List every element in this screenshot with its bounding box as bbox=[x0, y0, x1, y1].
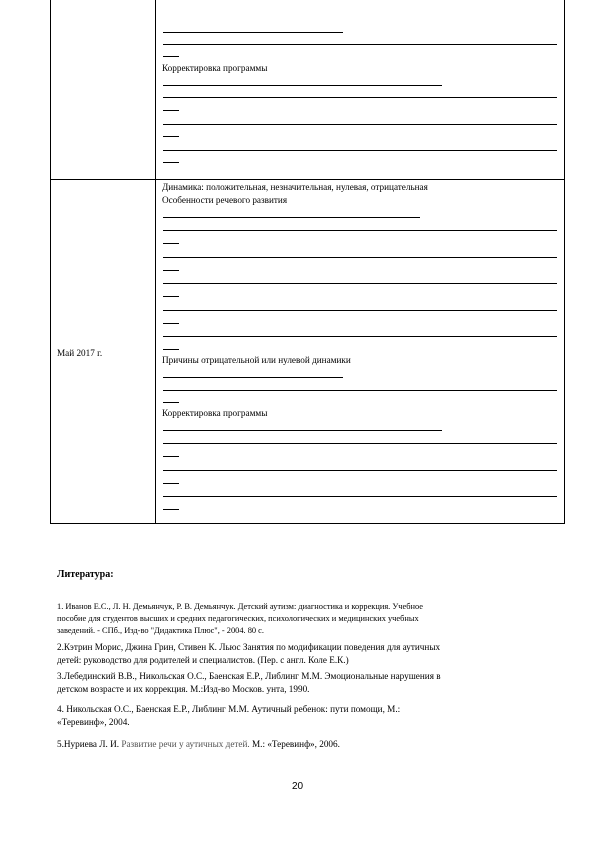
page-number: 20 bbox=[291, 781, 304, 792]
reference-item bbox=[57, 703, 562, 729]
blank-line bbox=[163, 136, 179, 137]
correction-label: Корректировка программы bbox=[162, 408, 268, 418]
blank-line bbox=[163, 44, 557, 45]
reference-author: 5.Нуриева Л. И. bbox=[57, 739, 122, 749]
reference-title: Развитие речи у аутичных детей. bbox=[121, 739, 250, 749]
blank-line bbox=[163, 243, 179, 244]
blank-line bbox=[163, 32, 343, 33]
blank-line bbox=[163, 162, 179, 163]
reference-item bbox=[57, 738, 562, 751]
blank-line bbox=[163, 124, 557, 125]
blank-line bbox=[163, 456, 179, 457]
reference-line: 4. Никольская О.С., Баенская Е.Р., Либлинг М.М. Аутичный ребенок: пути помощи, М.: bbox=[57, 704, 401, 714]
blank-line bbox=[163, 85, 442, 86]
blank-line bbox=[163, 150, 557, 151]
blank-line bbox=[163, 323, 179, 324]
blank-line bbox=[163, 110, 179, 111]
reference-item bbox=[57, 641, 562, 667]
table-bottom-border bbox=[50, 523, 565, 524]
table-left-border bbox=[50, 0, 51, 524]
blank-line bbox=[163, 496, 557, 497]
blank-line bbox=[163, 443, 557, 444]
blank-line bbox=[163, 390, 557, 391]
blank-line bbox=[163, 402, 179, 403]
blank-line bbox=[163, 377, 343, 378]
blank-line bbox=[163, 310, 557, 311]
reference-line: 1. Иванов Е.С., Л. Н. Демьянчук, Р. В. Демьянчук. Детский аутизм: диагностика и коррекция. Учебное bbox=[57, 602, 423, 611]
blank-line bbox=[163, 349, 179, 350]
blank-line bbox=[163, 283, 557, 284]
reference-line: детском возрасте и их коррекция. М.:Изд-во Москов. унта, 1990. bbox=[57, 684, 310, 694]
row-divider bbox=[50, 179, 565, 180]
blank-line bbox=[163, 56, 179, 57]
blank-line bbox=[163, 217, 420, 218]
blank-line bbox=[163, 483, 179, 484]
literature-heading: Литература: bbox=[57, 569, 114, 580]
reasons-label: Причины отрицательной или нулевой динамики bbox=[162, 355, 351, 365]
progress-table bbox=[50, 0, 565, 524]
blank-line bbox=[163, 296, 179, 297]
reference-item bbox=[57, 601, 562, 637]
blank-line bbox=[163, 430, 442, 431]
reference-line: заведений. - СПб., Изд-во "Дидактика Плюс", - 2004. 80 с. bbox=[57, 626, 264, 635]
reference-publisher: М.: «Теревинф», 2006. bbox=[249, 739, 340, 749]
reference-line: пособие для студентов высших и средних педагогических, психологических и медицинских учебных bbox=[57, 614, 419, 623]
reference-line: 2.Кэтрин Морис, Джина Грин, Стивен К. Льюс Занятия по модификации поведения для аутичных bbox=[57, 642, 441, 652]
blank-line bbox=[163, 257, 557, 258]
reference-item bbox=[57, 670, 562, 696]
blank-line bbox=[163, 230, 557, 231]
blank-line bbox=[163, 336, 557, 337]
blank-line bbox=[163, 97, 557, 98]
table-right-border bbox=[564, 0, 565, 524]
blank-line bbox=[163, 509, 179, 510]
correction-label: Корректировка программы bbox=[162, 63, 268, 73]
table-column-divider bbox=[155, 0, 156, 524]
blank-line bbox=[163, 270, 179, 271]
dynamics-label: Динамика: положительная, незначительная, нулевая, отрицательная bbox=[162, 182, 428, 192]
reference-line: 3.Лебединский В.В., Никольская О.С., Баенская Е.Р., Либлинг М.М. Эмоциональные нарушения в bbox=[57, 671, 441, 681]
blank-line bbox=[163, 470, 557, 471]
date-cell: Май 2017 г. bbox=[57, 348, 103, 358]
reference-line: «Теревинф», 2004. bbox=[57, 717, 130, 727]
reference-line: детей: руководство для родителей и специалистов. (Пер. с англ. Коле Е.К.) bbox=[57, 655, 349, 665]
speech-features-label: Особенности речевого развития bbox=[162, 195, 288, 205]
